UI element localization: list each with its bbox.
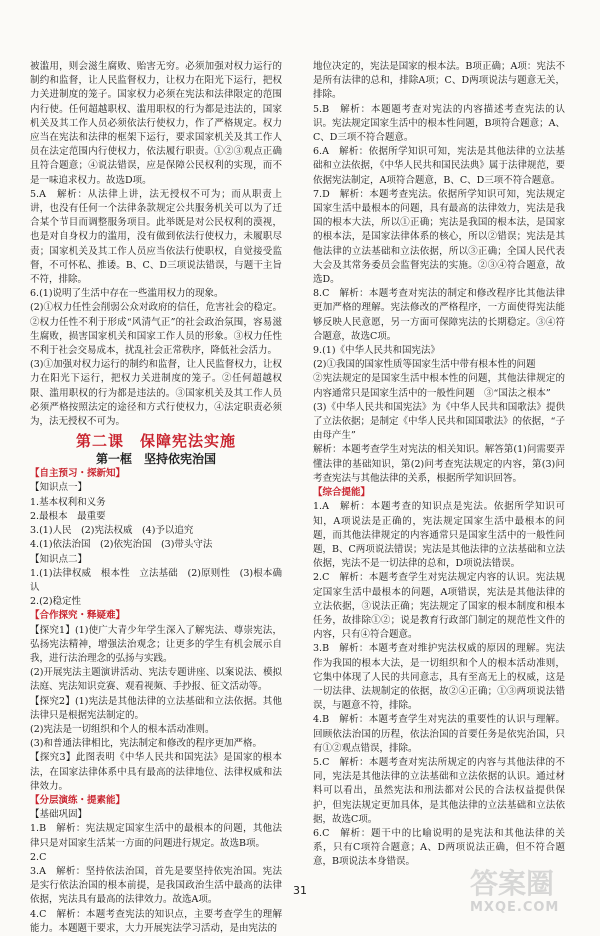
comp-item: 1.A 解析：本题考查的知识点是宪法。依据所学知识可知，A项说法是正确的，宪法规定国家生活中最根本的问题，而其他法律规定的内容通常只是国家生活中的一般性问题，B、C两项说法错误；宪法是其他法律的立法基础和立法依据，宪法不是一切法律的总和，D项说法错误。 xyxy=(313,501,565,570)
lesson-title: 第二课 保障宪法实施 xyxy=(75,432,236,451)
section-preview: 【自主预习・探新知】 xyxy=(30,468,126,480)
comp-item: 2.C 解析：本题考查学生对宪法规定内容的认识。宪法规定国家生活中最根本的问题，A项错误，宪法是其他法律的立法依据，③说法正确；宪法规定了国家的根本制度和根本任务，故排除①②；说是教育行政部门制定的规范性文件的内容，只有④符合题意。 xyxy=(313,572,565,641)
lesson-subtitle: 第一框 坚持依宪治国 xyxy=(95,452,216,467)
section-coop: 【合作探究・释疑难】 xyxy=(30,610,126,622)
point2-item: 2.(2)稳定性 xyxy=(30,596,82,608)
section-basic: 【基础巩固】 xyxy=(30,809,88,821)
answer-5b: 5.B 解析：本题题考查对宪法的内容描述考查宪法的认识。宪法规定国家生活中的根本性问题，B项符合题意；A、C、D三项不符合题意。 xyxy=(313,103,565,144)
explore-item: 【探究3】此图表明《中华人民共和国宪法》是国家的根本法，在国家法律体系中具有最高的法律地位、法律权威和法律效力。 xyxy=(30,752,282,792)
answer-8: 8.C 解析：本题考查对宪法的制定和修改程序比其他法律更加严格的理解。宪法修改的严格程序，一方面使得宪法能够反映人民意愿，另一方面可保障宪法的长期稳定。③④符合题意，故选C项。 xyxy=(313,288,565,342)
comp-item: 3.B 解析：本题考查对维护宪法权威的原因的理解。宪法作为我国的根本大法，是一切组织和个人的根本活动准则，它集中体现了人民的共同意志，具有至高无上的权威，这是一切法律、法规制定的依据，故②④正确；①③两项说法错误，与题意不符，排除。 xyxy=(313,643,565,712)
basic-item: 4.C 解析：本题考查宪法的知识点，主要考查学生的理解能力。本题题干要求，大力开展宪法学习活动，是由宪法的 xyxy=(30,908,282,934)
comp-item: 6.C 解析：题干中的比喻说明的是宪法和其他法律的关系，只有C项符合题意；A、D两项说法正确，但不符合题意，B项说法本身错误。 xyxy=(313,827,565,868)
explore-item: (2)开展宪法主题演讲活动、宪法专题讲座、以案说法、模拟法庭、宪法知识竞赛、观看视频、手抄报、征文活动等。 xyxy=(30,667,282,693)
preview-item: 4.(1)依法治国 (2)依宪治国 (3)带头守法 xyxy=(30,539,213,551)
basic-item: 1.B 解析：宪法规定国家生活中的最根本的问题，其他法律只是对国家生活某一方面的问题进行规定。故选B项。 xyxy=(30,823,282,849)
continued-answer: 被滥用，则会滋生腐败、贻害无穷。必须加强对权力运行的制约和监督，让人民监督权力，让权力在阳光下运行，把权力关进制度的笼子。国家权力必须在宪法和法律限定的范围内行使。任何超越职权、滥用职权的行为都是违法的，国家机关及其工作人员必须依法行使权力，作了严格规定。权力应当在宪法和法律的框架下运行，要求国家机关及其工作人员在法定范围内行使权力，依法履行职责。①②③观点正确且符合题意；④说法错误，应是保障公民权利的实现，而不是一味追求权力。故选D项。 xyxy=(30,61,282,186)
section-comp: 【综合提能】 xyxy=(313,487,371,499)
preview-item: 2.最根本 最重要 xyxy=(30,510,106,522)
explore-item: (2)宪法是一切组织和个人的根本活动准则。 xyxy=(30,723,215,735)
section-point2: 【知识点二】 xyxy=(30,553,88,565)
watermark-bottom: MXQE.COM xyxy=(470,900,560,915)
watermark-logo xyxy=(470,868,590,920)
section-point1: 【知识点一】 xyxy=(30,482,88,494)
section-layer: 【分层演练・提素能】 xyxy=(30,794,126,806)
explore-item: (3)和普通法律相比，宪法制定和修改的程序更加严格。 xyxy=(30,738,262,750)
watermark-top: 答案圈 xyxy=(470,867,555,900)
answer-9-explain: 解析：本题考查学生对宪法的相关知识。解答第(1)问需要弄懂法律的基础知识，第(2)问考查宪法规定的内容，第(3)问考查宪法与其他法律的关系，根据所学知识回答。 xyxy=(313,444,565,484)
answer-9-3: (3)《中华人民共和国宪法》为《中华人民共和国歌法》提供了立法依据；是制定《中华人民共和国国歌法》的依据，“子由母产生” xyxy=(313,401,565,442)
right-column xyxy=(313,60,565,870)
answer-6-3: (3)①加强对权力运行的制约和监督，让人民监督权力，让权力在阳光下运行，把权力关进制度的笼子。②任何超越权限、滥用职权的行为都是违法的。③国家机关及其工作人员必须严格按照法定的途径和方式行使权力，④法定职责必须为，法无授权不可为。 xyxy=(30,359,282,428)
point2-item: 1.(1)法律权威 根本性 立法基础 (2)原则性 (3)根本确认 xyxy=(30,567,282,593)
explore-item: 【探究1】(1)使广大青少年学生深入了解宪法、尊崇宪法，弘扬宪法精神，增强法治观念；让更多的学生有机会展示自我，进行法治理念的弘扬与实践。 xyxy=(30,624,282,664)
answer-6b: 6.A 解析：依据所学知识可知，宪法是其他法律的立法基础和立法依据，《中华人民共和国民法典》属于法律规范，要依据宪法制定，A项符合题意，B、C、D三项不符合题意。 xyxy=(313,146,565,186)
lesson-heading xyxy=(30,432,282,467)
explore-item: 【探究2】(1)宪法是其他法律的立法基础和立法依据。其他法律只是根据宪法制定的。 xyxy=(30,695,282,721)
answer-6-1: 6.(1)说明了生活中存在一些滥用权力的现象。 xyxy=(30,288,224,300)
answer-7: 7.D 解析：本题考查宪法。依据所学知识可知，宪法规定国家生活中最根本的问题，具有最高的法律效力，宪法是我国的根本大法，所以①正确；宪法是我国的根本法，是国家的根本法，是国家法律体系的核心，所以②错误；宪法是其他法律的立法基础和立法依据，所以③正确；全国人民代表大会及其常务委员会监督宪法的实施。②③④符合题意，故选D。 xyxy=(313,188,565,286)
answer-4-cont: 地位决定的，宪法是国家的根本法。B项正确；A项：宪法不是所有法律的总和，排除A项；C、D两项说法与题意无关，排除。 xyxy=(313,61,565,101)
left-column xyxy=(30,60,282,936)
comp-item: 5.C 解析：本题考查对宪法所规定的内容与其他法律的不同，宪法是其他法律的立法基础和立法依据的认识。通过材料可以看出，虽然宪法和刑法都对公民的合法权益提供保护，但宪法规定更加具体，是其他法律的立法基础和立法依据，故选C项。 xyxy=(313,756,565,825)
basic-item: 3.A 解析：坚持依法治国，首先是要坚持依宪治国。宪法是实行依法治国的根本前提，是我国政治生活中最高的法律依据，宪法具有最高的法律效力。故选A项。 xyxy=(30,865,282,906)
answer-6-2: (2)①权力任性会削弱公众对政府的信任，危害社会的稳定。②权力任性不利于形成“风清气正”的社会政治氛围，容易滋生腐败，损害国家机关和国家工作人员的形象。③权力任性不利于社会交易成本，扰乱社会正常秩序，降低社会活力。 xyxy=(30,302,282,357)
answer-9-2b: ②宪法规定的是国家生活中根本性的问题，其他法律规定的内容通常只是国家生活中的一般性问题 ③“国法之根本” xyxy=(313,373,565,399)
basic-item: 2.C xyxy=(30,851,47,863)
answer-9-1: 9.(1)《中华人民共和国宪法》 xyxy=(313,345,441,357)
answer-5: 5.A 解析：从法律上讲，法无授权不可为；而从职责上讲，也没有任何一个法律条款规定公共服务机关可以为了迁合某个节目而调整服务项目。此举既是对公民权利的漠视，也是对自身权力的滥用，没有做到依法行使权力，未履职尽责；国家机关及其工作人员应当依法行使职权，自觉接受监督，不可怀私、推诿。B、C、D三项说法错误，与题干主旨不符，排除。 xyxy=(30,188,282,286)
preview-item: 3.(1)人民 (2)宪法权威 (4)予以追究 xyxy=(30,525,194,537)
comp-item: 4.B 解析：本题考查学生对宪法的重要性的认识与理解。回顾依法治国的历程，依法治国的首要任务是依宪治国，只有①②观点错误，排除。 xyxy=(313,714,565,754)
page-number: 31 xyxy=(293,884,307,897)
answer-9-2a: (2)①我国的国家性质等国家生活中带有根本性的问题 xyxy=(313,359,536,371)
preview-item: 1.基本权利和义务 xyxy=(30,496,106,508)
